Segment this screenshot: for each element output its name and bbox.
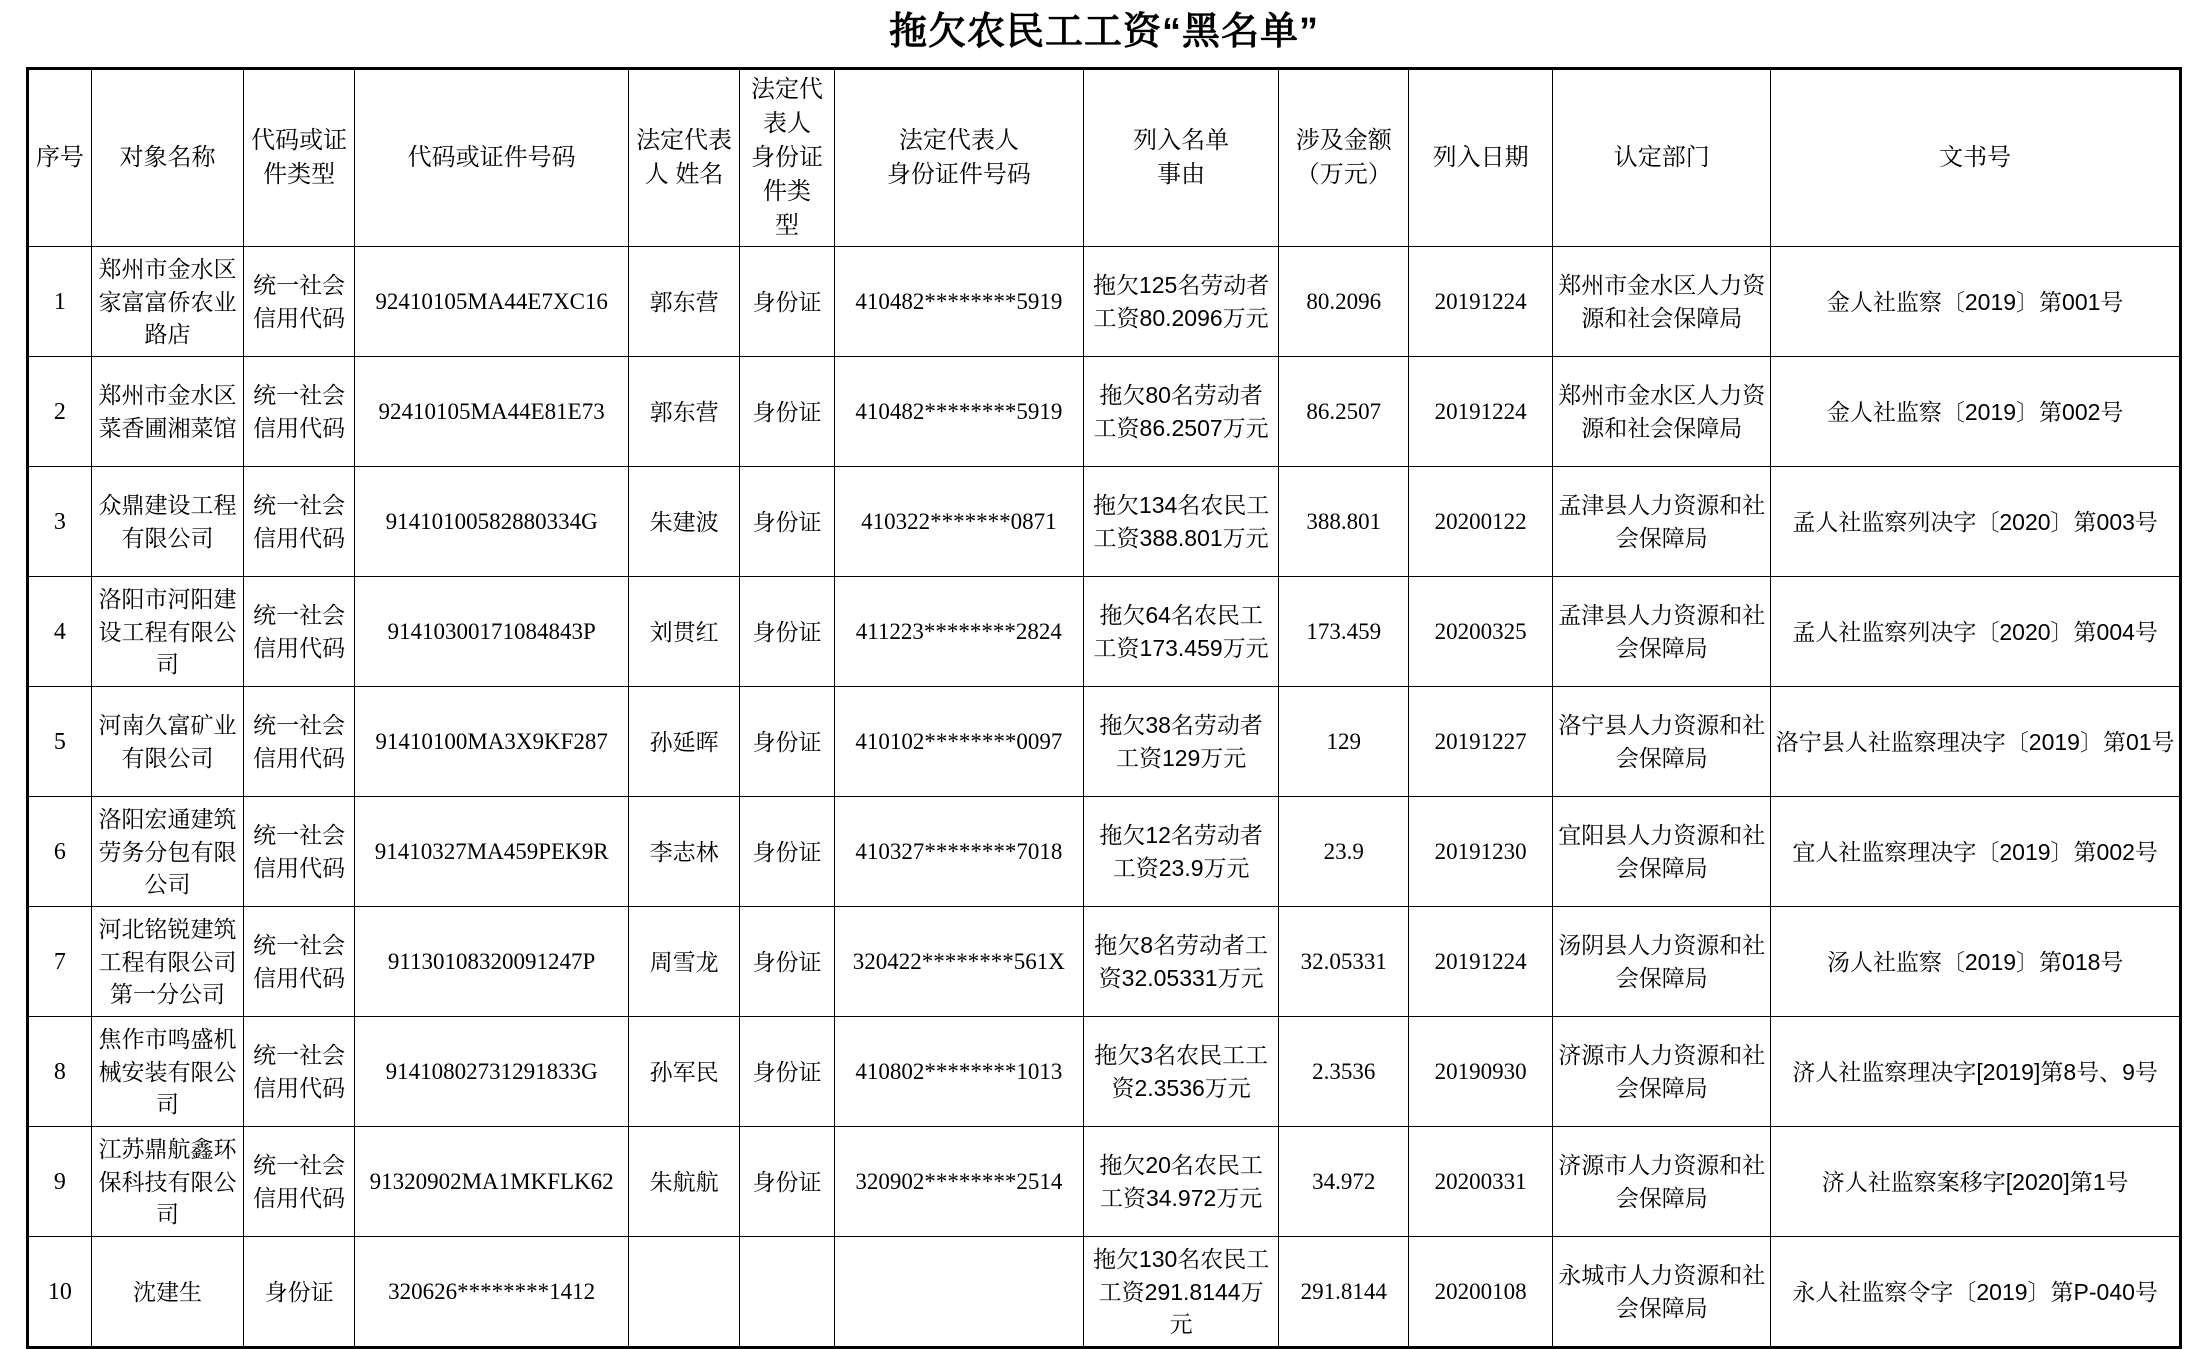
cell-list-date: 20200108 — [1409, 1237, 1553, 1348]
cell-index: 6 — [28, 797, 92, 907]
cell-index: 1 — [28, 247, 92, 357]
cell-amount: 23.9 — [1279, 797, 1409, 907]
cell-list-date: 20191224 — [1409, 357, 1553, 467]
cell-code-type: 统一社会信用代码 — [244, 1017, 355, 1127]
cell-code-type: 统一社会信用代码 — [244, 467, 355, 577]
cell-legal-rep-id-type: 身份证 — [740, 687, 835, 797]
cell-department: 洛宁县人力资源和社会保障局 — [1553, 687, 1771, 797]
table-row — [28, 1237, 2181, 1348]
cell-code-type: 统一社会信用代码 — [244, 357, 355, 467]
cell-amount: 291.8144 — [1279, 1237, 1409, 1348]
cell-object-name: 郑州市金水区菜香圃湘菜馆 — [91, 357, 243, 467]
cell-code-number: 91410327MA459PEK9R — [355, 797, 629, 907]
cell-department: 永城市人力资源和社会保障局 — [1553, 1237, 1771, 1348]
cell-amount: 80.2096 — [1279, 247, 1409, 357]
cell-code-type: 统一社会信用代码 — [244, 247, 355, 357]
cell-document-number: 永人社监察令字〔2019〕第P-040号 — [1771, 1237, 2181, 1348]
cell-reason: 拖欠134名农民工工资388.801万元 — [1083, 467, 1279, 577]
table-body — [28, 247, 2181, 1348]
cell-department: 孟津县人力资源和社会保障局 — [1553, 467, 1771, 577]
cell-object-name: 河北铭锐建筑工程有限公司第一分公司 — [91, 907, 243, 1017]
cell-list-date: 20191224 — [1409, 247, 1553, 357]
column-header-amount — [1279, 69, 1409, 247]
cell-index: 10 — [28, 1237, 92, 1348]
table-row — [28, 467, 2181, 577]
table-row — [28, 687, 2181, 797]
cell-legal-rep-id-type: 身份证 — [740, 1017, 835, 1127]
cell-document-number: 洛宁县人社监察理决字〔2019〕第01号 — [1771, 687, 2181, 797]
cell-code-type: 统一社会信用代码 — [244, 797, 355, 907]
cell-reason: 拖欠8名劳动者工资32.05331万元 — [1083, 907, 1279, 1017]
cell-list-date: 20191224 — [1409, 907, 1553, 1017]
cell-legal-rep-id-type: 身份证 — [740, 247, 835, 357]
cell-index: 8 — [28, 1017, 92, 1127]
cell-legal-rep-name — [629, 1237, 740, 1348]
cell-document-number: 济人社监察理决字[2019]第8号、9号 — [1771, 1017, 2181, 1127]
amount-line-2: （万元） — [1295, 161, 1392, 189]
blacklist-table — [26, 67, 2182, 1349]
legal-rep-id-type-line-2: 身份证件类 — [750, 144, 823, 206]
cell-index: 5 — [28, 687, 92, 797]
cell-amount: 2.3536 — [1279, 1017, 1409, 1127]
page-title: 拖欠农民工工资“黑名单” — [888, 11, 1319, 53]
table-row — [28, 247, 2181, 357]
cell-legal-rep-name: 郭东营 — [629, 247, 740, 357]
cell-list-date: 20191230 — [1409, 797, 1553, 907]
cell-object-name: 洛阳宏通建筑劳务分包有限公司 — [91, 797, 243, 907]
cell-legal-rep-id-type: 身份证 — [740, 357, 835, 467]
cell-list-date: 20200331 — [1409, 1127, 1553, 1237]
legal-rep-name-line-1: 法定代表 — [636, 127, 733, 155]
cell-object-name: 众鼎建设工程有限公司 — [91, 467, 243, 577]
cell-department: 宜阳县人力资源和社会保障局 — [1553, 797, 1771, 907]
cell-code-number: 92410105MA44E81E73 — [355, 357, 629, 467]
cell-legal-rep-id-type — [740, 1237, 835, 1348]
cell-legal-rep-name: 李志林 — [629, 797, 740, 907]
cell-code-number: 91410802731291833G — [355, 1017, 629, 1127]
column-header-document-number: 文书号 — [1771, 69, 2181, 247]
cell-code-number: 320626********1412 — [355, 1237, 629, 1348]
cell-legal-rep-name: 朱航航 — [629, 1127, 740, 1237]
cell-object-name: 沈建生 — [91, 1237, 243, 1348]
cell-index: 9 — [28, 1127, 92, 1237]
cell-legal-rep-name: 孙延晖 — [629, 687, 740, 797]
cell-code-type: 统一社会信用代码 — [244, 1127, 355, 1237]
cell-legal-rep-id-number: 410327********7018 — [834, 797, 1083, 907]
column-header-reason — [1083, 69, 1279, 247]
cell-list-date: 20200122 — [1409, 467, 1553, 577]
table-row — [28, 797, 2181, 907]
cell-legal-rep-name: 郭东营 — [629, 357, 740, 467]
cell-legal-rep-name: 刘贯红 — [629, 577, 740, 687]
cell-legal-rep-id-number: 411223********2824 — [834, 577, 1083, 687]
column-header-legal-rep-id-type — [740, 69, 835, 247]
cell-list-date: 20191227 — [1409, 687, 1553, 797]
cell-reason: 拖欠64名农民工工资173.459万元 — [1083, 577, 1279, 687]
cell-legal-rep-id-number: 320902********2514 — [834, 1127, 1083, 1237]
cell-legal-rep-id-type: 身份证 — [740, 467, 835, 577]
cell-amount: 86.2507 — [1279, 357, 1409, 467]
cell-document-number: 汤人社监察〔2019〕第018号 — [1771, 907, 2181, 1017]
cell-code-number: 91410300171084843P — [355, 577, 629, 687]
cell-code-number: 91130108320091247P — [355, 907, 629, 1017]
table-row — [28, 907, 2181, 1017]
column-header-list-date: 列入日期 — [1409, 69, 1553, 247]
column-header-code-type — [244, 69, 355, 247]
cell-amount: 129 — [1279, 687, 1409, 797]
cell-department: 孟津县人力资源和社会保障局 — [1553, 577, 1771, 687]
cell-reason: 拖欠80名劳动者工资86.2507万元 — [1083, 357, 1279, 467]
cell-object-name: 郑州市金水区家富富侨农业路店 — [91, 247, 243, 357]
cell-document-number: 孟人社监察列决字〔2020〕第004号 — [1771, 577, 2181, 687]
cell-document-number: 金人社监察〔2019〕第001号 — [1771, 247, 2181, 357]
cell-department: 郑州市金水区人力资源和社会保障局 — [1553, 357, 1771, 467]
cell-index: 2 — [28, 357, 92, 467]
cell-index: 7 — [28, 907, 92, 1017]
table-row — [28, 577, 2181, 687]
cell-amount: 388.801 — [1279, 467, 1409, 577]
cell-legal-rep-name: 周雪龙 — [629, 907, 740, 1017]
cell-legal-rep-name: 孙军民 — [629, 1017, 740, 1127]
cell-department: 济源市人力资源和社会保障局 — [1553, 1127, 1771, 1237]
cell-code-number: 92410105MA44E7XC16 — [355, 247, 629, 357]
cell-document-number: 济人社监察案移字[2020]第1号 — [1771, 1127, 2181, 1237]
cell-code-type: 统一社会信用代码 — [244, 907, 355, 1017]
amount-line-1: 涉及金额 — [1295, 127, 1392, 155]
cell-legal-rep-id-type: 身份证 — [740, 907, 835, 1017]
cell-legal-rep-id-number: 410102********0097 — [834, 687, 1083, 797]
cell-legal-rep-id-number: 320422********561X — [834, 907, 1083, 1017]
cell-code-type: 统一社会信用代码 — [244, 687, 355, 797]
cell-amount: 173.459 — [1279, 577, 1409, 687]
cell-code-type: 身份证 — [244, 1237, 355, 1348]
reason-line-1: 列入名单 — [1133, 127, 1230, 155]
column-header-legal-rep-name — [629, 69, 740, 247]
column-header-department: 认定部门 — [1553, 69, 1771, 247]
cell-document-number: 孟人社监察列决字〔2020〕第003号 — [1771, 467, 2181, 577]
cell-legal-rep-id-type: 身份证 — [740, 1127, 835, 1237]
cell-reason: 拖欠125名劳动者工资80.2096万元 — [1083, 247, 1279, 357]
cell-legal-rep-id-type: 身份证 — [740, 577, 835, 687]
code-type-line-2: 件类型 — [263, 161, 336, 189]
cell-legal-rep-id-number: 410482********5919 — [834, 357, 1083, 467]
column-header-object-name: 对象名称 — [91, 69, 243, 247]
table-row — [28, 357, 2181, 467]
cell-document-number: 金人社监察〔2019〕第002号 — [1771, 357, 2181, 467]
cell-department: 郑州市金水区人力资源和社会保障局 — [1553, 247, 1771, 357]
cell-list-date: 20190930 — [1409, 1017, 1553, 1127]
cell-code-number: 91410100MA3X9KF287 — [355, 687, 629, 797]
cell-reason: 拖欠38名劳动者工资129万元 — [1083, 687, 1279, 797]
cell-legal-rep-id-type: 身份证 — [740, 797, 835, 907]
legal-rep-name-line-2: 人 姓名 — [644, 161, 724, 189]
cell-document-number: 宜人社监察理决字〔2019〕第002号 — [1771, 797, 2181, 907]
cell-object-name: 江苏鼎航鑫环保科技有限公司 — [91, 1127, 243, 1237]
table-row — [28, 1017, 2181, 1127]
cell-amount: 32.05331 — [1279, 907, 1409, 1017]
cell-list-date: 20200325 — [1409, 577, 1553, 687]
cell-object-name: 洛阳市河阳建设工程有限公司 — [91, 577, 243, 687]
legal-rep-id-type-line-3: 型 — [774, 212, 799, 240]
cell-department: 济源市人力资源和社会保障局 — [1553, 1017, 1771, 1127]
table-header — [28, 69, 2181, 247]
column-header-index: 序号 — [28, 69, 92, 247]
table-row — [28, 1127, 2181, 1237]
cell-department: 汤阴县人力资源和社会保障局 — [1553, 907, 1771, 1017]
reason-line-2: 事由 — [1157, 161, 1206, 189]
cell-legal-rep-id-number: 410482********5919 — [834, 247, 1083, 357]
legal-rep-id-type-line-1: 法定代表人 — [750, 76, 823, 138]
cell-reason: 拖欠20名农民工工资34.972万元 — [1083, 1127, 1279, 1237]
cell-code-number: 91320902MA1MKFLK62 — [355, 1127, 629, 1237]
column-header-code-number: 代码或证件号码 — [355, 69, 629, 247]
cell-reason: 拖欠130名农民工工资291.8144万元 — [1083, 1237, 1279, 1348]
cell-index: 4 — [28, 577, 92, 687]
cell-legal-rep-id-number: 410322*******0871 — [834, 467, 1083, 577]
legal-rep-id-number-line-1: 法定代表人 — [898, 127, 1019, 155]
cell-reason: 拖欠12名劳动者工资23.9万元 — [1083, 797, 1279, 907]
cell-code-number: 91410100582880334G — [355, 467, 629, 577]
cell-legal-rep-name: 朱建波 — [629, 467, 740, 577]
cell-amount: 34.972 — [1279, 1127, 1409, 1237]
cell-reason: 拖欠3名农民工工资2.3536万元 — [1083, 1017, 1279, 1127]
code-type-line-1: 代码或证 — [251, 127, 348, 155]
legal-rep-id-number-line-2: 身份证件号码 — [886, 161, 1031, 189]
cell-index: 3 — [28, 467, 92, 577]
column-header-legal-rep-id-number — [834, 69, 1083, 247]
cell-legal-rep-id-number — [834, 1237, 1083, 1348]
cell-object-name: 焦作市鸣盛机械安装有限公司 — [91, 1017, 243, 1127]
cell-code-type: 统一社会信用代码 — [244, 577, 355, 687]
cell-legal-rep-id-number: 410802********1013 — [834, 1017, 1083, 1127]
header-row — [28, 69, 2181, 247]
cell-object-name: 河南久富矿业有限公司 — [91, 687, 243, 797]
